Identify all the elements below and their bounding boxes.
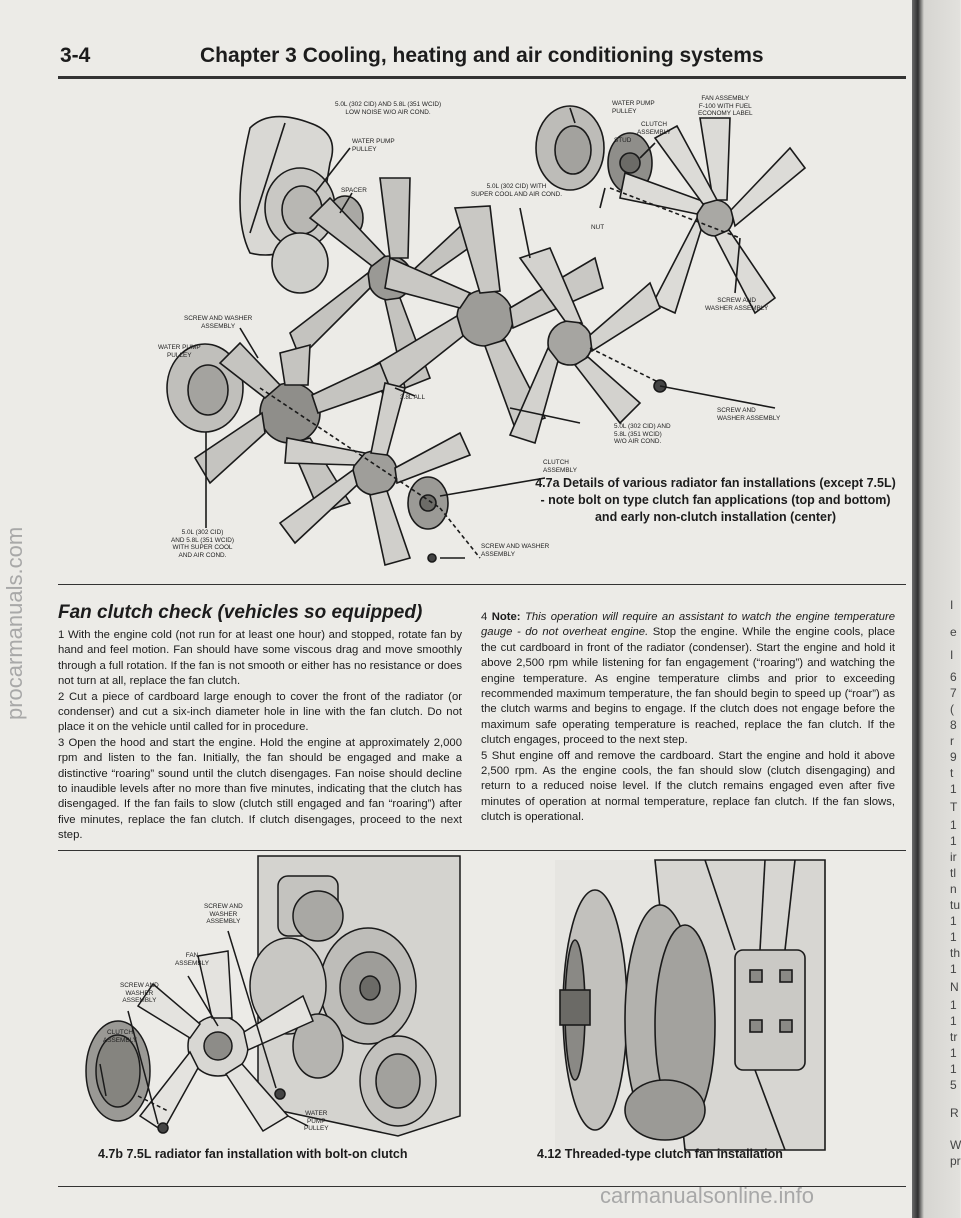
facing-page-fragment: 1 [950, 1062, 957, 1076]
facing-page-fragment: 5 [950, 1078, 957, 1092]
paragraph-2: 2 Cut a piece of cardboard large enough to cover the front of the radiator (or condenser) and cut a six-inch diameter hole in line with the fan clutch. Do not place it on the vehicle until called for in procedure. [58, 690, 462, 734]
facing-page-fragment: 9 [950, 750, 957, 764]
label-3-8l: 3.8L ALL [400, 394, 425, 401]
figure-caption-4-7a: 4.7a Details of various radiator fan installations (except 7.5L) - note bolt on type clutch fan applications (top and bottom) and early non-clutch installation (center) [535, 476, 896, 524]
facing-page-fragment: 1 [950, 818, 957, 832]
left-column [58, 628, 462, 844]
paragraph-1: 1 With the engine cold (not run for at least one hour) and stopped, rotate fan by hand and feel motion. Fan should have some viscous drag and move smoothly through a full rotation. If the fan is not smooth or either has no resistance or does not turn at all, replace the fan clutch. [58, 629, 462, 688]
label-clutch-assembly-1: CLUTCH ASSEMBLY [637, 121, 671, 136]
facing-page-fragment: 1 [950, 930, 957, 944]
facing-page-fragment: pr [950, 1154, 961, 1168]
label-nut: NUT [591, 224, 605, 231]
paragraph-4 [481, 610, 895, 749]
label-water-pump-pulley-3: WATER PUMP PULLEY [158, 344, 201, 359]
label-5-0l-no-ac: 5.0L (302 CID) AND 5.8L (351 WCID) W/O AIR COND. [614, 423, 671, 446]
label-fan-assembly-f100: FAN ASSEMBLY F-100 WITH FUEL ECONOMY LABEL [698, 95, 753, 118]
section-heading: Fan clutch check (vehicles so equipped) [58, 602, 423, 623]
right-column [481, 610, 895, 826]
facing-page-fragment: 1 [950, 914, 957, 928]
facing-page-fragment: I [950, 598, 954, 612]
section-rule-2 [58, 850, 906, 851]
facing-page-fragment: 1 [950, 1014, 957, 1028]
label-spacer: SPACER [341, 187, 367, 194]
page-number: 3-4 [60, 44, 91, 67]
section-rule-1 [58, 584, 906, 585]
label-water-pump-pulley-1: WATER PUMP PULLEY [352, 138, 395, 153]
facing-page-fragment: tr [950, 1030, 958, 1044]
label-47b-water-pump-pulley: WATER PUMP PULLEY [304, 1110, 329, 1133]
label-5-0l-super-cool: 5.0L (302 CID) AND 5.8L (351 WCID) WITH SUPER COOL AND AIR COND. [171, 529, 234, 559]
facing-page-fragment: 1 [950, 1046, 957, 1060]
facing-page-fragment: 7 [950, 686, 957, 700]
label-low-noise: 5.0L (302 CID) AND 5.8L (351 WCID) LOW NOISE W/O AIR COND. [335, 101, 442, 116]
label-47b-clutch-assembly: CLUTCH ASSEMBLY [103, 1029, 137, 1044]
label-screw-washer-4: SCREW AND WASHER ASSEMBLY [481, 543, 550, 558]
label-47b-fan-assembly: FAN ASSEMBLY [175, 952, 209, 967]
side-watermark: procarmanuals.com [2, 526, 27, 720]
label-47b-screw-washer-left: SCREW AND WASHER ASSEMBLY [120, 982, 159, 1005]
label-47b-screw-washer-top: SCREW AND WASHER ASSEMBLY [204, 903, 243, 926]
paragraph-5: 5 Shut engine off and remove the cardboard. Start the engine and hold it above 2,500 rpm. As the engine cools, the fan should slow (clutch disengaging) and return to a reduced noise level. If the clutch remains engaged even after five minutes of operation at normal temperature, replace fan clutch. If the fan slows, clutch is operational. [481, 749, 895, 824]
facing-page-fragment: ir [950, 850, 957, 864]
label-screw-washer-2: SCREW AND WASHER ASSEMBLY [184, 315, 253, 330]
label-stud: STUD [614, 137, 632, 144]
facing-page-fragment: t [950, 766, 954, 780]
label-screw-washer-1: SCREW AND WASHER ASSEMBLY [705, 297, 769, 312]
facing-page-fragment: T [950, 800, 958, 814]
note-text: This operation will require an assistant to watch the engine temperature gauge - do not overheat engine. [481, 611, 895, 639]
label-screw-washer-3: SCREW AND WASHER ASSEMBLY [717, 407, 781, 422]
facing-page-fragment: th [950, 946, 961, 960]
paragraph-3: 3 Open the hood and start the engine. Hold the engine at approximately 2,000 rpm and listen to the fan. Initially, the fan should be engaged and make a distinctive “roaring” sound until the clutch disengages. Fan noise should decline to inaudible levels after no more than five minutes, indicating that the clutch has disengaged. If the fan fails to slow (clutch still engaged and fan “roaring”) after five minutes, replace the fan clutch. If clutch disengages, proceed to the next step. [58, 736, 462, 842]
facing-page-fragment: 1 [950, 998, 957, 1012]
figure-caption-4-12: 4.12 Threaded-type clutch fan installation [537, 1147, 783, 1161]
bottom-watermark: carmanualsonline.info [600, 1183, 815, 1208]
facing-page-fragment: ( [950, 702, 954, 716]
facing-page-fragment: 1 [950, 782, 957, 796]
facing-page-fragment: I [950, 648, 954, 662]
header-rule [58, 76, 906, 79]
figure-caption-4-7b: 4.7b 7.5L radiator fan installation with bolt-on clutch [98, 1147, 408, 1161]
label-water-pump-pulley-2: WATER PUMP PULLEY [612, 100, 655, 115]
facing-page-fragment: n [950, 882, 957, 896]
label-clutch-assembly-2: CLUTCH ASSEMBLY [543, 459, 577, 474]
facing-page-fragment: W [950, 1138, 961, 1152]
paragraph-4-number: 4 [481, 611, 492, 623]
chapter-title: Chapter 3 Cooling, heating and air conditioning systems [200, 44, 764, 67]
facing-page-fragment: R [950, 1106, 959, 1120]
facing-page-fragment: e [950, 625, 957, 639]
note-label: Note: [491, 611, 525, 623]
facing-page-fragment: 1 [950, 834, 957, 848]
paragraph-4-text: Stop the engine. While the engine cools, place the cut cardboard in front of the radiator (condenser). Start the engine and hold it above 2,500 rpm while listening for fan engagement (“roaring”) and watching the engine temperature. As engine temperature climbs and prior to exceeding recommended maximum temperature, the fan should begin to speed up (“roar”) as the clutch warms and begins to engage. If the clutch does not engage before the maximum safe operating temperature is reached, replace the fan clutch. If the clutch engages, proceed to the next step. [481, 626, 895, 747]
facing-page-fragment: 8 [950, 718, 957, 732]
label-super-cool: 5.0L (302 CID) WITH SUPER COOL AND AIR COND. [471, 183, 563, 198]
threaded-clutch-photo [555, 860, 825, 1150]
facing-page-fragment: 6 [950, 670, 957, 684]
facing-page-fragment: N [950, 980, 959, 994]
bolt-on-clutch-photo [78, 856, 460, 1156]
facing-page-fragment: tl [950, 866, 956, 880]
facing-page-fragment: tu [950, 898, 961, 912]
facing-page-fragment: r [950, 734, 954, 748]
facing-page-fragment: 1 [950, 962, 957, 976]
